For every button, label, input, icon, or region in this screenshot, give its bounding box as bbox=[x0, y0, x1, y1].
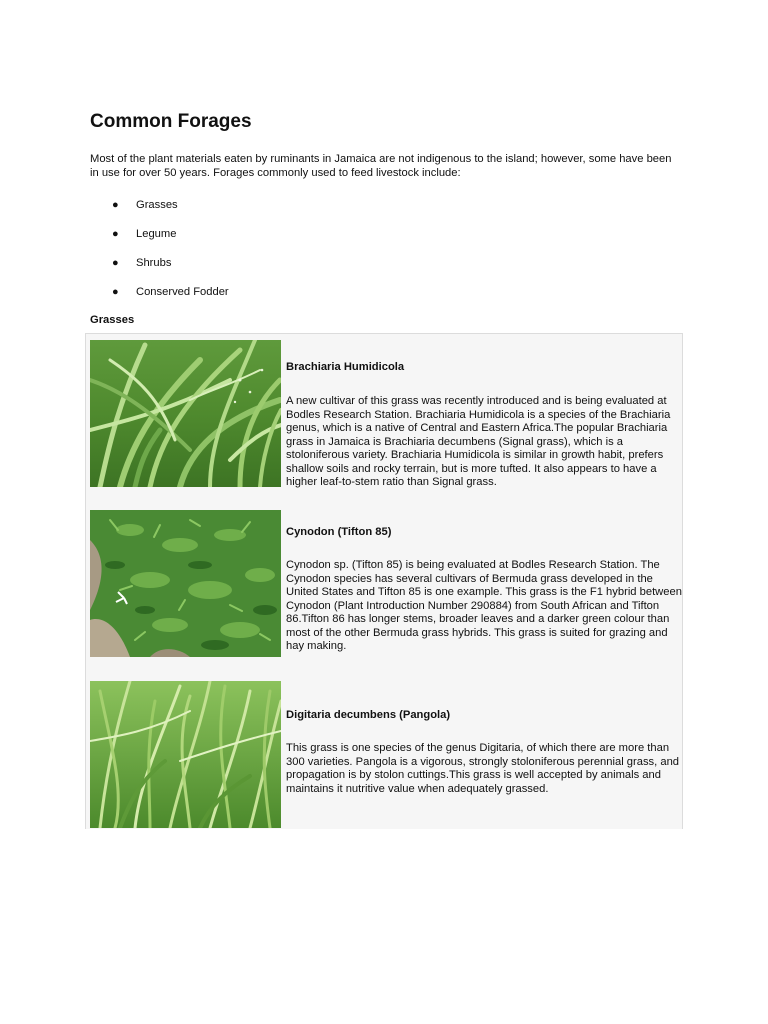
creeping-grass-ground-photo bbox=[90, 510, 281, 657]
grass-name: Cynodon (Tifton 85) bbox=[286, 526, 392, 538]
bullet-icon: ● bbox=[112, 257, 119, 269]
bullet-icon: ● bbox=[112, 286, 119, 298]
list-item-label: Shrubs bbox=[136, 257, 172, 269]
bullet-icon: ● bbox=[112, 228, 119, 240]
grass-name: Digitaria decumbens (Pangola) bbox=[286, 709, 451, 721]
dense-grass-field-photo bbox=[90, 681, 281, 828]
intro-paragraph: Most of the plant materials eaten by ruminants in Jamaica are not indigenous to the island; however, some have been in use for over 50 years. Forages commonly used to feed livestock include: bbox=[90, 153, 672, 179]
list-item-label: Conserved Fodder bbox=[136, 286, 229, 298]
grass-description: A new cultivar of this grass was recently introduced and is being evaluated at Bodles Research Station. Brachiaria Humidicola is a species of the Brachiaria genus, which is a native of Central and Eastern Africa.The popular Brachiaria grass in Jamaica is Brachiaria decumbens (Signal grass), which is a stoloniferous variety. Brachiaria Humidicola is similar in growth habit, prefers shallow soils and rocky terrain, but is more tufted. It also appears to have a higher leaf-to-stem ratio than Signal grass. bbox=[286, 395, 671, 488]
tall-grass-leaves-photo bbox=[90, 340, 281, 487]
list-item-label: Grasses bbox=[136, 199, 178, 211]
grass-description: This grass is one species of the genus Digitaria, of which there are more than 300 varieties. Pangola is a vigorous, strongly stoloniferous perennial grass, and propagation is by stolon cuttings.This grass is well accepted by animals and maintains it nutritive value when adequately grassed. bbox=[286, 742, 680, 795]
grass-name: Brachiaria Humidicola bbox=[286, 361, 405, 373]
section-heading-grasses: Grasses bbox=[90, 314, 135, 326]
grasses-table bbox=[85, 333, 683, 829]
list-item-label: Legume bbox=[136, 228, 177, 240]
page-title: Common Forages bbox=[90, 111, 252, 132]
bullet-icon: ● bbox=[112, 199, 119, 211]
grass-description: Cynodon sp. (Tifton 85) is being evaluated at Bodles Research Station. The Cynodon species has several cultivars of Bermuda grass developed in the United States and Tifton 85 is one example. This grass is the F1 hybrid between Cynodon (Plant Introduction Number 290884) from South African and Tifton 86.Tifton 86 has longer stems, broader leaves and a darker green colour than most of the other Bermuda grass hybrids. This grass is suited for grazing and hay making. bbox=[286, 559, 682, 652]
